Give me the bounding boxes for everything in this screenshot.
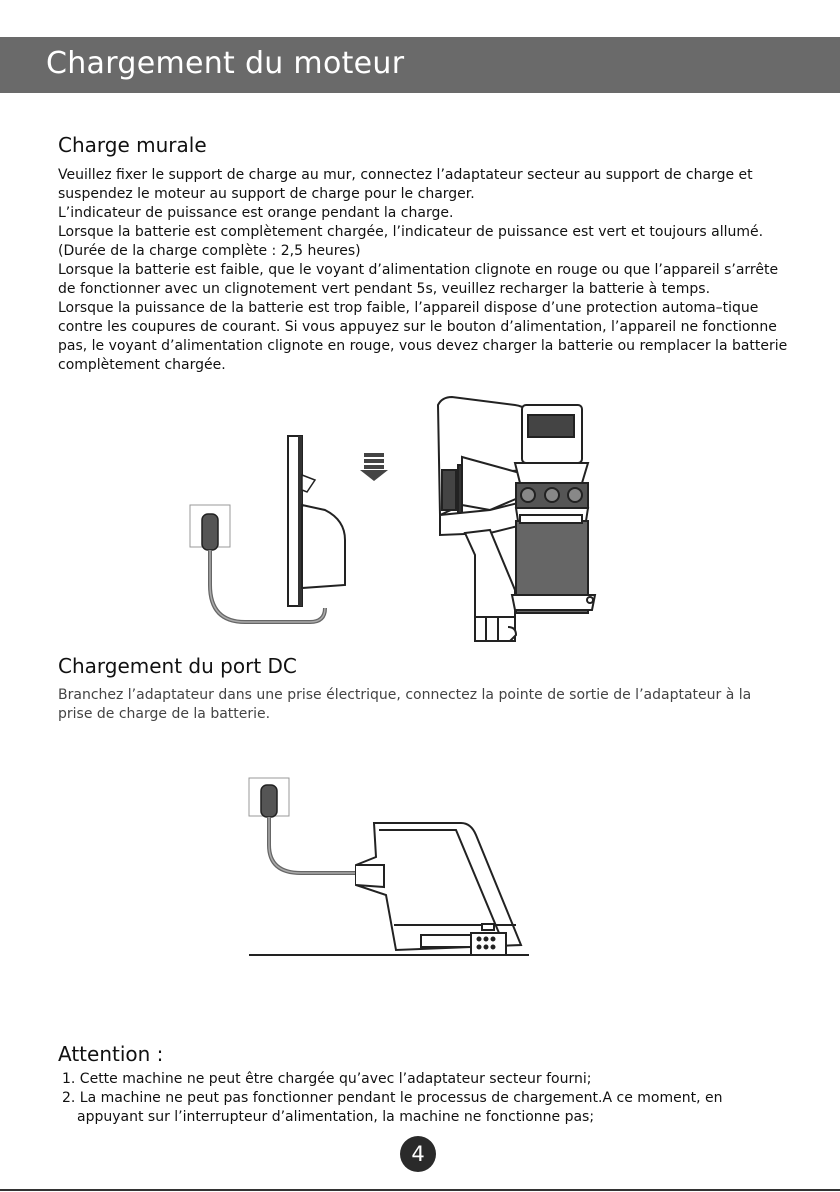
battery-pack [356, 823, 521, 955]
paragraph: Lorsque la batterie est complètement chargée, l’indicateur de puissance est vert et toujours allumé. (Durée de la charge complète : 2,5 heures) [58, 224, 764, 259]
dc-charge-text [58, 686, 778, 724]
list-item: 1. Cette machine ne peut être chargée qu’avec l’adaptateur secteur fourni; [62, 1071, 592, 1087]
charging-bracket [288, 436, 345, 606]
section-title-attention: Attention : [58, 1042, 164, 1066]
attention-list [62, 1070, 782, 1127]
paragraph: Veuillez fixer le support de charge au mur, connectez l’adaptateur secteur au support de charge et suspendez le moteur au support de charge pour le charger. [58, 167, 753, 202]
power-cable [269, 817, 358, 873]
section-title-wall-charge: Charge murale [58, 133, 207, 157]
section-title-dc-charge: Chargement du port DC [58, 654, 297, 678]
motor-unit-illustration [420, 395, 620, 650]
paragraph: Lorsque la puissance de la batterie est trop faible, l’appareil dispose d’une protection automa–tique contre les coupures de courant. Si vous appuyez sur le bouton d’alimentation, l’appareil ne fonctionne pas, le voyant d’alimentation clignote en rouge, vous devez charger la batterie ou remplacer la batterie complètement chargée. [58, 300, 788, 373]
page-title: Chargement du moteur [46, 46, 405, 81]
footer-line [0, 1189, 840, 1191]
wall-charge-text [58, 166, 788, 375]
paragraph: Lorsque la batterie est faible, que le voyant d’alimentation clignote en rouge ou que l’appareil s’arrête de fonctionner avec un clignotement vert pendant 5s, veuillez recharger la batterie à temps. [58, 262, 779, 297]
dc-port-illustration [246, 775, 536, 960]
list-item: 2. La machine ne peut pas fonctionner pendant le processus de chargement.A ce moment, en appuyant sur l’interrupteur d’alimentation, la machine ne fonctionne pas; [62, 1090, 723, 1125]
paragraph: Branchez l’adaptateur dans une prise électrique, connectez la pointe de sortie de l’adaptateur à la prise de charge de la batterie. [58, 687, 752, 722]
cyclone-unit [512, 405, 595, 613]
page-number: 4 [400, 1136, 436, 1172]
down-arrow-icon [360, 453, 388, 483]
paragraph: L’indicateur de puissance est orange pendant la charge. [58, 205, 454, 221]
wall-charger-illustration [185, 430, 355, 640]
power-adapter-icon [202, 514, 218, 550]
power-adapter-icon [261, 785, 277, 817]
